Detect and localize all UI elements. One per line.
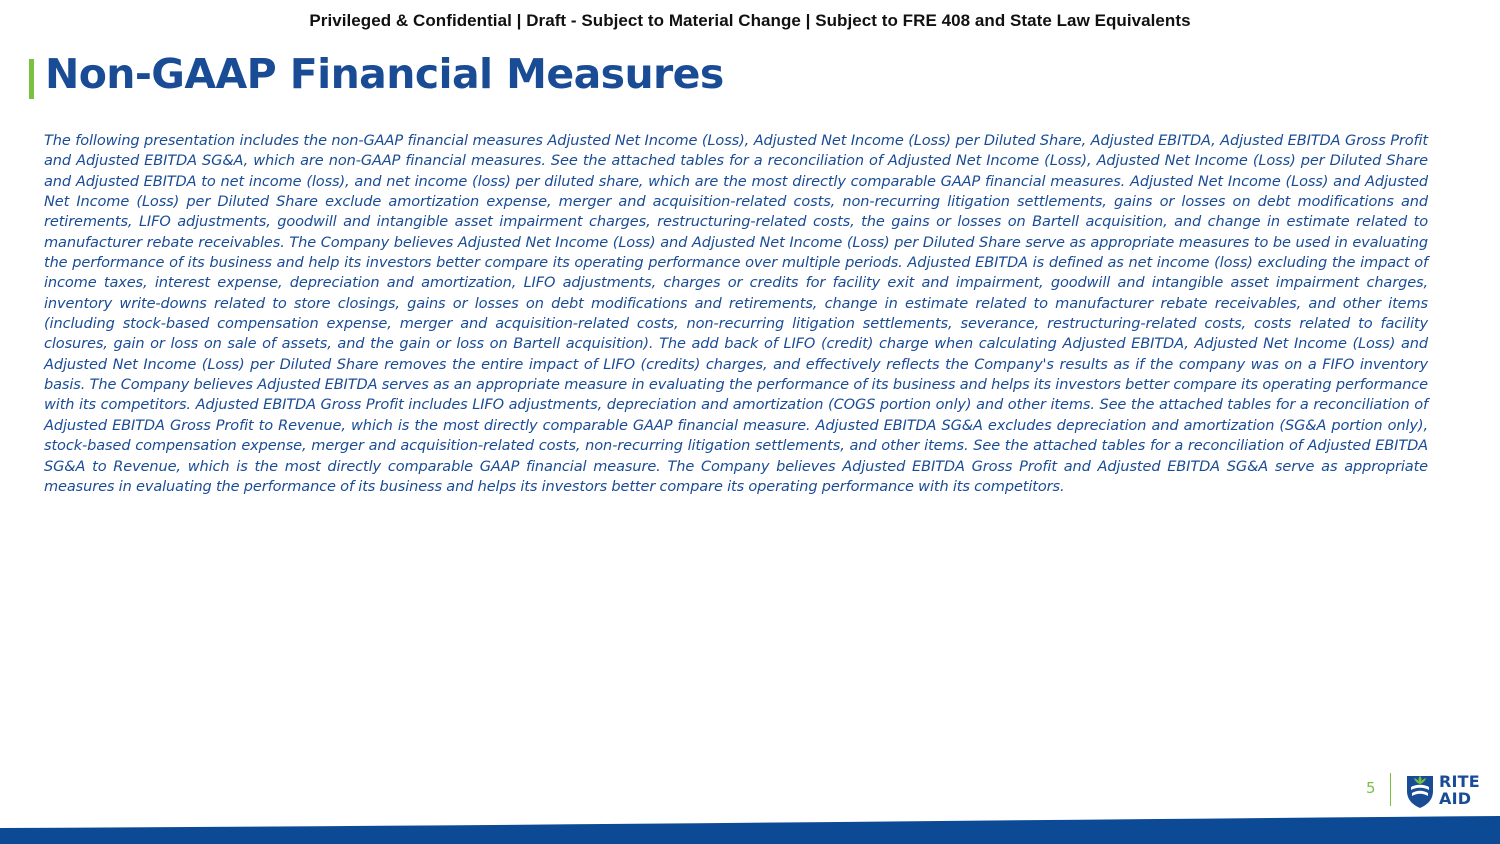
title-accent-bar — [29, 59, 34, 99]
logo-wordmark — [1439, 773, 1485, 807]
page-title: Non-GAAP Financial Measures — [45, 50, 724, 98]
logo-text-aid: AID — [1439, 789, 1472, 808]
page-number: 5 — [1366, 779, 1376, 797]
body-paragraph: The following presentation includes the non-GAAP financial measures Adjusted Net Income (Loss), Adjusted Net Income (Loss) per Diluted Share, Adjusted EBITDA, Adjusted EBITDA Gross Profit and Adjusted EBITDA SG&A, which are non-GAAP financial measures. See the attached tables for a reconciliation of Adjusted Net Income (Loss), Adjusted Net Income (Loss) per Diluted Share and Adjusted EBITDA to net income (loss), and net income (loss) per diluted share, which are the most directly comparable GAAP financial measures. Adjusted Net Income (Loss) and Adjusted Net Income (Loss) per Diluted Share exclude amortization expense, merger and acquisition-related costs, non-recurring litigation settlements, gains or losses on debt modifications and retirements, LIFO adjustments, goodwill and intangible asset impairment charges, restructuring-related costs, the gains or losses on Bartell acquisition, and change in estimate related to manufacturer rebate receivables. The Company believes Adjusted Net Income (Loss) and Adjusted Net Income (Loss) per Diluted Share serve as appropriate measures to be used in evaluating the performance of its business and help its investors better compare its operating performance over multiple periods. Adjusted EBITDA is defined as net income (loss) excluding the impact of income taxes, interest expense, depreciation and amortization, LIFO adjustments, charges or credits for facility exit and impairment, goodwill and intangible asset impairment charges, inventory write-downs related to store closings, gains or losses on debt modifications and retirements, change in estimate related to manufacturer rebate receivables, and other items (including stock-based compensation expense, merger and acquisition-related costs, non-recurring litigation settlements, severance, restructuring-related costs, costs related to facility closures, gain or loss on sale of assets, and the gain or loss on Bartell acquisition). The add back of LIFO (credit) charge when calculating Adjusted EBITDA, Adjusted Net Income (Loss) and Adjusted Net Income (Loss) per Diluted Share removes the entire impact of LIFO (credits) charges, and effectively reflects the Company's results as if the company was on a FIFO inventory basis. The Company believes Adjusted EBITDA serves as an appropriate measure in evaluating the performance of its business and helps its investors better compare its operating performance with its competitors. Adjusted EBITDA Gross Profit includes LIFO adjustments, depreciation and amortization (COGS portion only) and other items. See the attached tables for a reconciliation of Adjusted EBITDA Gross Profit to Revenue, which is the most directly comparable GAAP financial measure. Adjusted EBITDA SG&A excludes depreciation and amortization (SG&A portion only), stock-based compensation expense, merger and acquisition-related costs, non-recurring litigation settlements, and other items. See the attached tables for a reconciliation of Adjusted EBITDA SG&A to Revenue, which is the most directly comparable GAAP financial measure. The Company believes Adjusted EBITDA Gross Profit and Adjusted EBITDA SG&A serve as appropriate measures in evaluating the performance of its business and helps its investors better compare its operating performance with its competitors. — [44, 132, 1428, 495]
footer-band — [0, 816, 1500, 844]
logo-divider — [1390, 773, 1391, 806]
rite-aid-shield-icon — [1405, 773, 1435, 809]
logo-text-rite: RITE — [1439, 772, 1480, 791]
rite-aid-logo — [1405, 773, 1485, 809]
confidentiality-banner: Privileged & Confidential | Draft - Subject to Material Change | Subject to FRE 408 and State Law Equivalents — [309, 11, 1191, 30]
